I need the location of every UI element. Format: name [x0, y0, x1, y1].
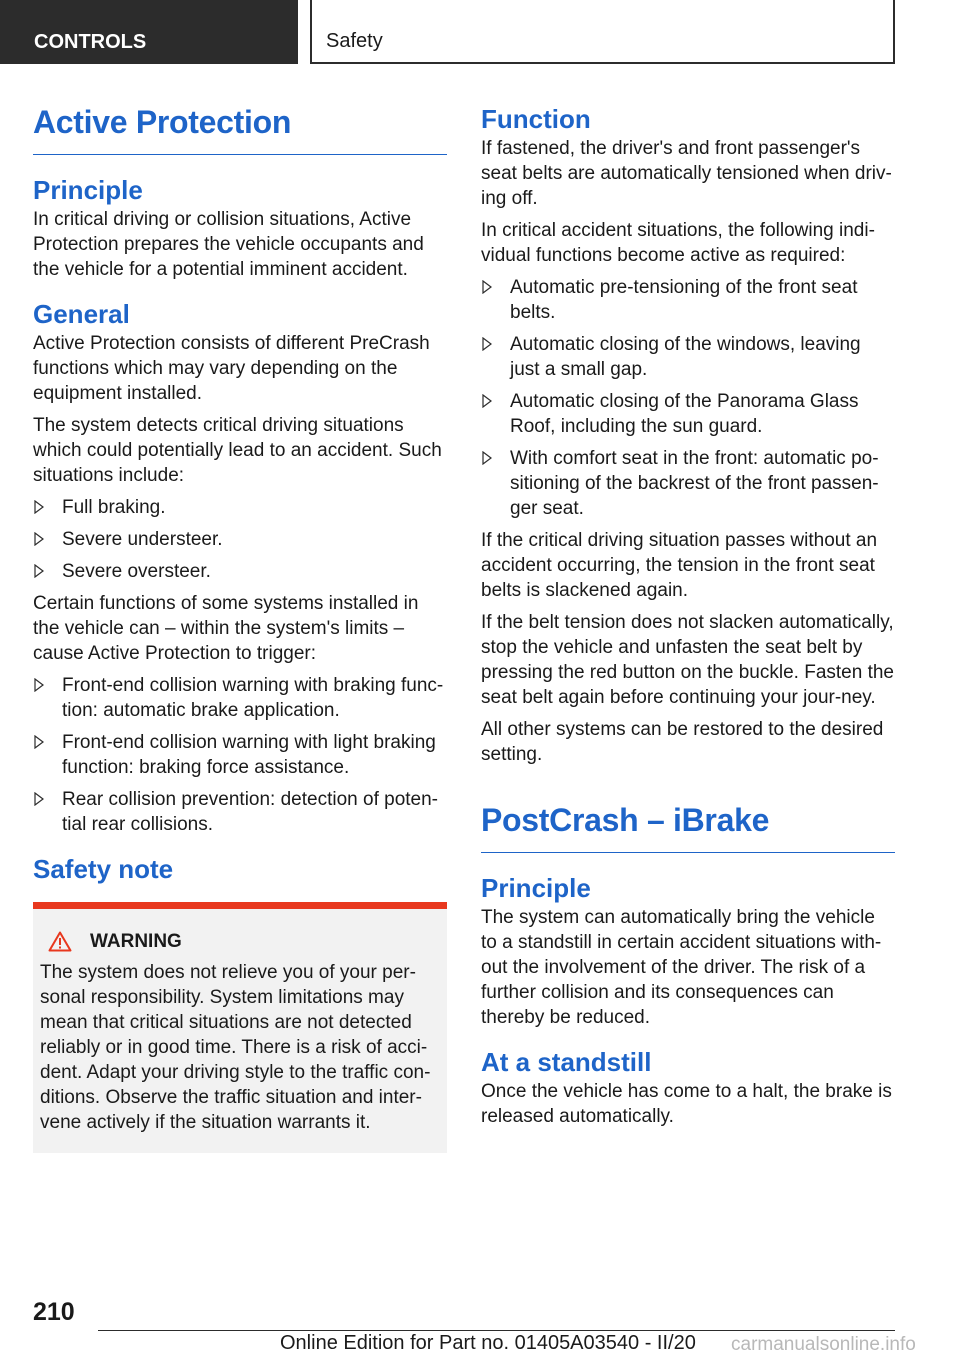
section-header [310, 0, 895, 64]
triangle-bullet-icon [482, 394, 492, 408]
function-paragraph-4: If the belt tension does not slacken automatically, stop the vehicle and unfasten the seat belt by pressing the red button on the buckle. Fasten the seat belt again before continuing your jour-ney. [481, 612, 894, 708]
chapter-label: CONTROLS [34, 31, 147, 53]
list-item: Front-end collision warning with braking func-tion: automatic brake application. [33, 673, 447, 723]
list-item: Front-end collision warning with light braking function: braking force assistance. [33, 730, 447, 780]
edition-text: Online Edition for Part no. 01405A03540 - II/20 [280, 1332, 696, 1354]
warning-triangle-icon [48, 931, 72, 952]
list-item: Automatic closing of the windows, leaving just a small gap. [481, 332, 895, 382]
warning-label: WARNING [90, 931, 182, 952]
list-item: Full braking. [33, 495, 447, 520]
individual-functions-list [481, 275, 895, 521]
triangle-bullet-icon [482, 280, 492, 294]
list-item: Severe understeer. [33, 527, 447, 552]
function-paragraph-3: If the critical driving situation passes without an accident occurring, the tension in the front seat belts is slackened again. [481, 530, 878, 601]
standstill-heading: At a standstill [481, 1047, 652, 1077]
general-paragraph-2: The system detects critical driving situations which could potentially lead to an accident. Such situations include: [33, 415, 442, 486]
active-protection-title: Active Protection [33, 98, 447, 155]
standstill-text: Once the vehicle has come to a halt, the brake is released automatically. [481, 1081, 892, 1127]
chapter-tab [0, 0, 298, 64]
right-column [481, 102, 895, 1136]
triangle-bullet-icon [482, 451, 492, 465]
list-item: Severe oversteer. [33, 559, 447, 584]
postcrash-title: PostCrash – iBrake [481, 796, 895, 853]
section-label: Safety [326, 30, 383, 52]
watermark-text: carmanualsonline.info [731, 1334, 916, 1355]
general-paragraph-1: Active Protection consists of different PreCrash functions which may vary depending on the equipment installed. [33, 333, 430, 404]
warning-text: The system does not relieve you of your per-sonal responsibility. System limitations may mean that critical situations are not detected reliably or in good time. There is a risk of acci-dent. Adapt your driving style to the traffic con-ditions. Observe the traffic situation and inter-vene actively if the situation warrants it. [40, 962, 431, 1133]
page-number: 210 [33, 1298, 75, 1326]
function-heading: Function [481, 104, 591, 134]
triangle-bullet-icon [482, 337, 492, 351]
warning-header [40, 929, 437, 954]
triangle-bullet-icon [34, 735, 44, 749]
trigger-functions-list [33, 673, 447, 837]
footer-divider [98, 1330, 895, 1331]
situations-list [33, 495, 447, 584]
function-paragraph-1: If fastened, the driver's and front passenger's seat belts are automatically tensioned when driv-ing off. [481, 138, 892, 209]
triangle-bullet-icon [34, 500, 44, 514]
list-item: Automatic pre-tensioning of the front seat belts. [481, 275, 895, 325]
postcrash-principle-heading: Principle [481, 873, 591, 903]
safety-note-heading: Safety note [33, 854, 174, 884]
left-column [33, 98, 447, 1153]
list-item: Rear collision prevention: detection of poten-tial rear collisions. [33, 787, 447, 837]
triangle-bullet-icon [34, 792, 44, 806]
function-paragraph-5: All other systems can be restored to the desired setting. [481, 719, 884, 765]
triangle-bullet-icon [34, 532, 44, 546]
list-item: Automatic closing of the Panorama Glass Roof, including the sun guard. [481, 389, 895, 439]
triangle-bullet-icon [34, 678, 44, 692]
triangle-bullet-icon [34, 564, 44, 578]
general-heading: General [33, 299, 130, 329]
principle-heading: Principle [33, 175, 143, 205]
general-paragraph-3: Certain functions of some systems installed in the vehicle can – within the system's limits – cause Active Protection to trigger: [33, 593, 419, 664]
principle-text: In critical driving or collision situations, Active Protection prepares the vehicle occupants and the vehicle for a potential imminent accident. [33, 209, 424, 280]
warning-box [33, 902, 447, 1153]
function-paragraph-2: In critical accident situations, the following indi-vidual functions become active as required: [481, 220, 875, 266]
list-item: With comfort seat in the front: automatic po-sitioning of the backrest of the front passen-ger seat. [481, 446, 895, 521]
postcrash-principle-text: The system can automatically bring the vehicle to a standstill in certain accident situations with-out the involvement of the driver. The risk of a further collision and its consequences can thereby be reduced. [481, 907, 882, 1028]
